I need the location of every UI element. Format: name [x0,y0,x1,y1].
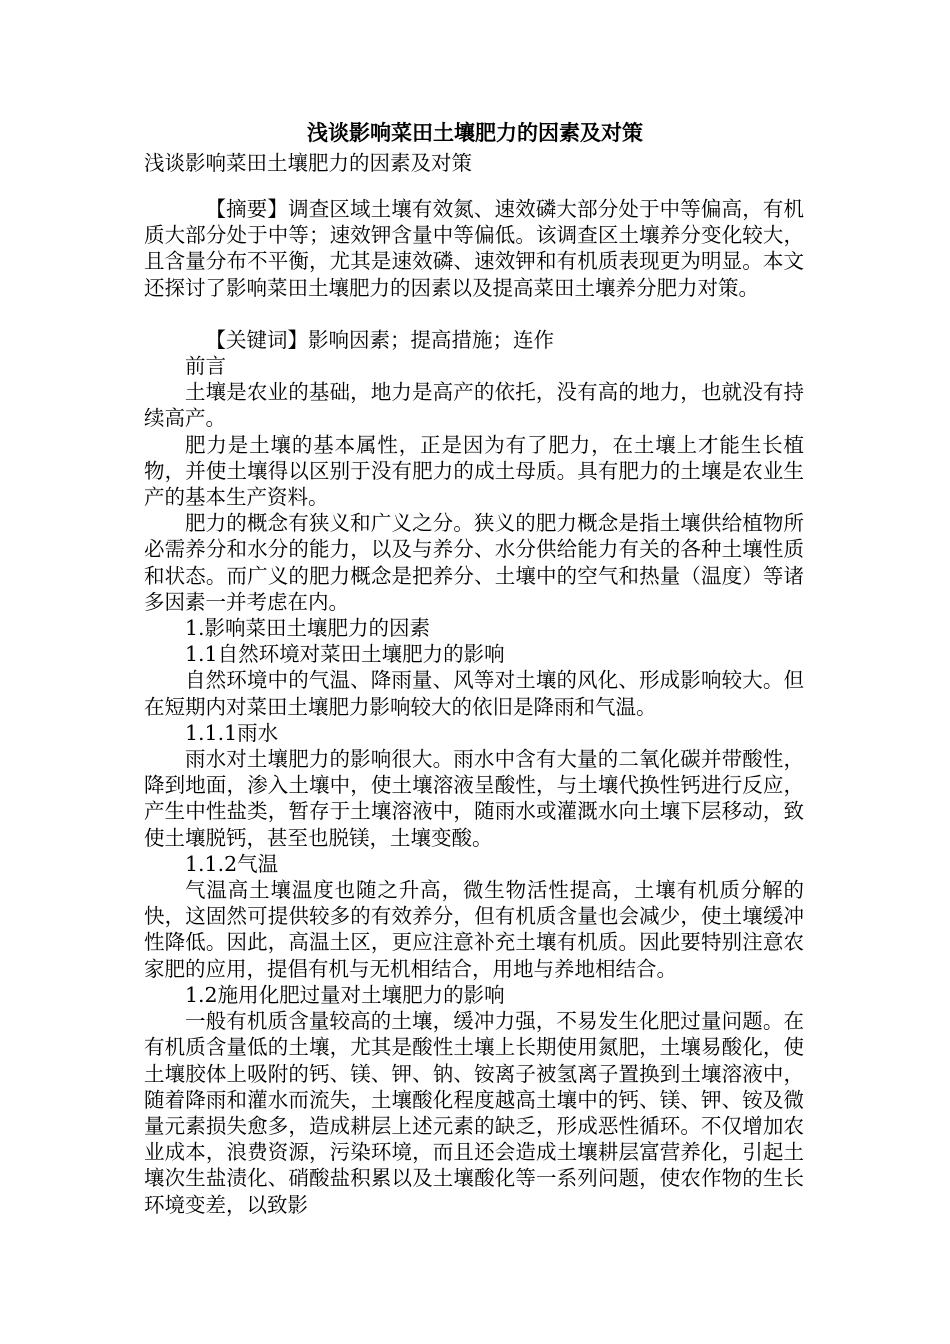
subsubsection-heading: 1.1.2气温 [185,851,279,876]
body-paragraph: 土壤是农业的基础，地力是高产的依托，没有高的地力，也就没有持续高产。 [144,380,804,431]
subsubsection-heading: 1.1.1雨水 [185,720,279,745]
document-body [144,196,804,1218]
document-title: 浅谈影响菜田土壤肥力的因素及对策 [307,121,643,145]
blank-line [144,301,804,327]
keywords-line: 【关键词】影响因素；提高措施；连作 [205,327,554,352]
body-paragraph: 雨水对土壤肥力的影响很大。雨水中含有大量的二氧化碳并带酸性，降到地面，渗入土壤中，使土壤溶液呈酸性，与土壤代换性钙进行反应，产生中性盐类，暂存于土壤溶液中，随雨水或灌溉水向土壤下层移动，致使土壤脱钙，甚至也脱镁，土壤变酸。 [144,747,804,850]
abstract-paragraph: 【摘要】调查区域土壤有效氮、速效磷大部分处于中等偏高，有机质大部分处于中等；速效钾含量中等偏低。该调查区土壤养分变化较大，且含量分布不平衡，尤其是速效磷、速效钾和有机质表现更为明显。本文还探讨了影响菜田土壤肥力的因素以及提高菜田土壤养分肥力对策。 [144,197,804,300]
body-paragraph: 气温高土壤温度也随之升高，微生物活性提高，土壤有机质分解的快，这固然可提供较多的有效养分，但有机质含量也会减少，使土壤缓冲性降低。因此，高温土区，更应注意补充土壤有机质。因此要特别注意农家肥的应用，提倡有机与无机相结合，用地与养地相结合。 [144,878,804,981]
document-subtitle: 浅谈影响菜田土壤肥力的因素及对策 [144,151,472,175]
body-paragraph: 一般有机质含量较高的土壤，缓冲力强，不易发生化肥过量问题。在有机质含量低的土壤，尤其是酸性土壤上长期使用氮肥，土壤易酸化，使土壤胶体上吸附的钙、镁、钾、钠、铵离子被氢离子置换到土壤溶液中，随着降雨和灌水而流失，土壤酸化程度越高土壤中的钙、镁、钾、铵及微量元素损失愈多，造成耕层上述元素的缺乏，形成恶性循环。不仅增加农业成本，浪费资源，污染环境，而且还会造成土壤耕层富营养化，引起土壤次生盐渍化、硝酸盐积累以及土壤酸化等一系列问题，使农作物的生长环境变差，以致影 [144,1009,804,1217]
subsection-heading: 1.2施用化肥过量对土壤肥力的影响 [185,982,505,1007]
body-paragraph: 肥力是土壤的基本属性，正是因为有了肥力，在土壤上才能生长植物，并使土壤得以区别于没有肥力的成土母质。具有肥力的土壤是农业生产的基本生产资料。 [144,432,804,510]
body-paragraph: 自然环境中的气温、降雨量、风等对土壤的风化、形成影响较大。但在短期内对菜田土壤肥力影响较大的依旧是降雨和气温。 [144,668,804,719]
subsection-heading: 1.1自然环境对菜田土壤肥力的影响 [185,642,505,667]
preface-heading: 前言 [185,354,226,379]
body-paragraph: 肥力的概念有狭义和广义之分。狭义的肥力概念是指土壤供给植物所必需养分和水分的能力，以及与养分、水分供给能力有关的各种土壤性质和状态。而广义的肥力概念是把养分、土壤中的空气和热量（温度）等诸多因素一并考虑在内。 [144,511,804,614]
section-heading: 1.影响菜田土壤肥力的因素 [185,616,431,641]
